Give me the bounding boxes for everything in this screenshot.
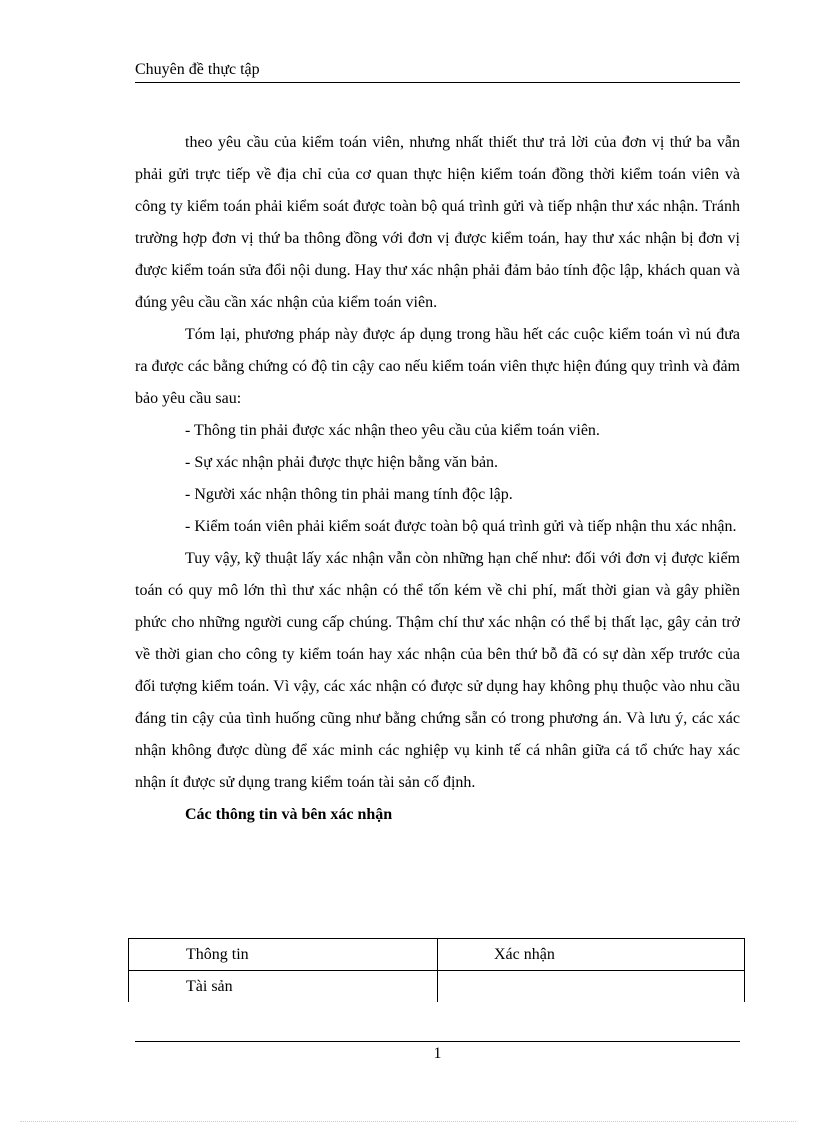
list-item-1: - Thông tin phải được xác nhận theo yêu cầu của kiểm toán viên. — [185, 422, 600, 439]
list-item-2: - Sự xác nhận phải được thực hiện bằng văn bản. — [185, 454, 499, 471]
paragraph-3: Tuy vậy, kỹ thuật lấy xác nhận vẫn còn những hạn chế như: đối với đơn vị được kiểm toán có quy mô lớn thì thư xác nhận có thể tốn kém về chi phí, mất thời gian và gây phiền phức cho những người cung cấp chúng. Thậm chí thư xác nhận có thể bị thất lạc, gây cản trở về thời gian cho công ty kiểm toán hay xác nhận của bên thứ bỗ đã có sự dàn xếp trước của đối tượng kiểm toán. Vì vậy, các xác nhận có được sử dụng hay không phụ thuộc vào nhu cầu đáng tin cậy của tình huống cũng như bằng chứng sẵn có trong phương án. Và lưu ý, các xác nhận không được dùng để xác minh các nghiệp vụ kinh tế cá nhân giữa cá tổ chức hay xác nhận ít được sử dụng trang kiểm toán tài sản cố định. — [135, 550, 740, 791]
page-footer — [135, 1041, 740, 1062]
header-title: Chuyên đề thực tập — [135, 61, 260, 78]
document-body — [135, 127, 740, 831]
table-cell — [438, 971, 745, 1003]
table-header-row — [129, 939, 745, 971]
table-heading: Các thông tin và bên xác nhận — [185, 806, 393, 823]
confirmation-table — [128, 938, 745, 1002]
page-header — [135, 58, 740, 83]
paragraph-2: Tóm lại, phương pháp này được áp dụng trong hầu hết các cuộc kiểm toán vì nú đưa ra được các bằng chứng có độ tin cậy cao nếu kiểm toán viên thực hiện đúng quy trình và đảm bảo yêu cầu sau: — [135, 326, 740, 407]
paragraph-1: theo yêu cầu của kiểm toán viên, nhưng nhất thiết thư trả lời của đơn vị thứ ba vẫn phải gửi trực tiếp về địa chỉ của cơ quan thực hiện kiểm toán đồng thời kiểm toán viên và công ty kiểm toán phải kiểm soát được toàn bộ quá trình gửi và tiếp nhận thư xác nhận. Tránh trường hợp đơn vị thứ ba thông đồng với đơn vị được kiểm toán, hay thư xác nhận bị đơn vị được kiểm toán sửa đổi nội dung. Hay thư xác nhận phải đảm bảo tính độc lập, khách quan và đúng yêu cầu cần xác nhận của kiểm toán viên. — [135, 134, 740, 311]
table-header-cell: Thông tin — [129, 939, 438, 971]
list-item-4: - Kiểm toán viên phải kiểm soát được toàn bộ quá trình gửi và tiếp nhận thu xác nhận. — [185, 518, 737, 535]
table-header-cell: Xác nhận — [438, 939, 745, 971]
list-item-3: - Người xác nhận thông tin phải mang tính độc lập. — [185, 486, 513, 503]
page-number: 1 — [433, 1045, 442, 1062]
page-edge-divider — [20, 1121, 796, 1122]
table-row — [129, 971, 745, 1003]
table-cell: Tài sản — [129, 971, 438, 1003]
